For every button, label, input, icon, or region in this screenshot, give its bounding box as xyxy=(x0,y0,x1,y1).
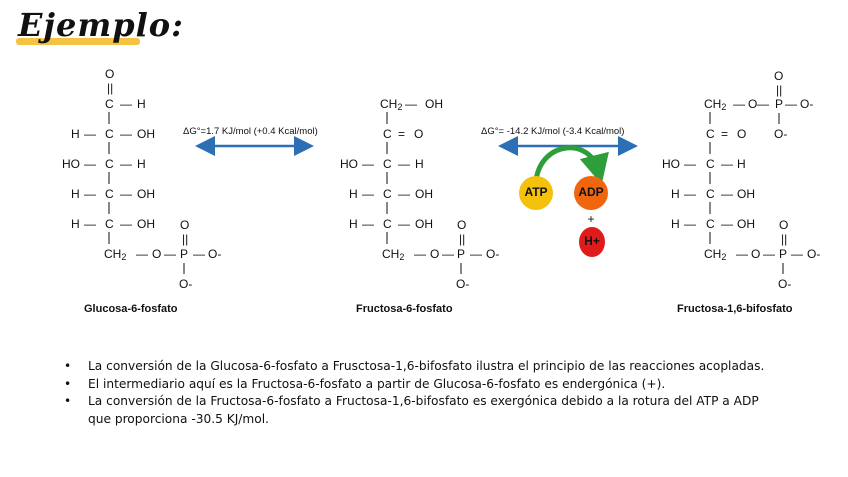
svg-text:—: — xyxy=(405,97,417,111)
atom-o-minus: O- xyxy=(208,247,222,261)
atom-o: O xyxy=(430,247,440,261)
svg-text:||: || xyxy=(459,232,466,246)
svg-text:=: = xyxy=(721,127,729,141)
bullet-item: • La conversión de la Glucosa-6-fosfato a Frusctosa-1,6-bifosfato ilustra el principio de las reacciones acopladas. xyxy=(64,358,784,376)
svg-text:—: — xyxy=(362,217,374,231)
atom-ch2: CH2 xyxy=(704,97,727,112)
atp-label: ATP xyxy=(524,185,548,199)
svg-text:||: || xyxy=(776,83,783,97)
atom-h: H xyxy=(71,127,80,141)
atom-h: H xyxy=(71,187,80,201)
adp-label: ADP xyxy=(578,185,604,199)
atom-o-minus: O- xyxy=(807,247,821,261)
atom-o: O xyxy=(180,218,190,232)
svg-text:—: — xyxy=(470,247,482,261)
atom-h: H xyxy=(737,157,746,171)
atom-ho: HO xyxy=(62,157,80,171)
svg-text:—: — xyxy=(684,157,696,171)
atom-oh: OH xyxy=(137,127,155,141)
svg-text:—: — xyxy=(84,187,96,201)
atom-h: H xyxy=(349,187,358,201)
atom-o-minus: O- xyxy=(778,277,792,291)
svg-text:—: — xyxy=(362,187,374,201)
atom-ho: HO xyxy=(662,157,680,171)
atom-o-minus: O- xyxy=(774,127,788,141)
atom-o: O xyxy=(751,247,761,261)
atom-c: C xyxy=(105,127,114,141)
atom-h: H xyxy=(671,187,680,201)
delta-g-1: ΔG°=1.7 KJ/mol (+0.4 Kcal/mol) xyxy=(183,126,318,137)
svg-text:—: — xyxy=(120,187,132,201)
atom-p: P xyxy=(457,247,466,261)
reaction-1 xyxy=(183,126,318,146)
svg-text:—: — xyxy=(721,217,733,231)
atom-ho: HO xyxy=(340,157,358,171)
atom-h: H xyxy=(71,217,80,231)
atom-c: C xyxy=(706,127,715,141)
atom-c: C xyxy=(105,187,114,201)
svg-text:||: || xyxy=(107,81,114,95)
svg-text:—: — xyxy=(736,247,748,261)
atom-c: C xyxy=(706,187,715,201)
svg-text:—: — xyxy=(398,157,410,171)
atom-ch2: CH2 xyxy=(104,247,127,262)
svg-text:||: || xyxy=(781,232,788,246)
svg-text:—: — xyxy=(442,247,454,261)
svg-text:—: — xyxy=(733,97,745,111)
atom-o-minus: O- xyxy=(800,97,814,111)
atom-p: P xyxy=(779,247,788,261)
atom-oh: OH xyxy=(137,187,155,201)
svg-text:||: || xyxy=(182,232,189,246)
svg-text:—: — xyxy=(684,187,696,201)
atom-oh: OH xyxy=(415,217,433,231)
bullet-item: • El intermediario aquí es la Fructosa-6-fosfato a partir de Glucosa-6-fosfato es endergónica (+). xyxy=(64,376,784,394)
atom-oh: OH xyxy=(415,187,433,201)
glucose-6-phosphate-structure xyxy=(62,67,221,315)
delta-g-2: ΔG°= -14.2 KJ/mol (-3.4 Kcal/mol) xyxy=(481,126,625,137)
h-plus-label: H+ xyxy=(584,234,600,248)
atom-oh: OH xyxy=(737,217,755,231)
atom-c: C xyxy=(383,127,392,141)
atom-o-minus: O- xyxy=(179,277,193,291)
atom-h: H xyxy=(671,217,680,231)
fructose-16bp-label: Fructosa-1,6-bifosfato xyxy=(677,303,793,315)
svg-text:—: — xyxy=(120,97,132,111)
atom-p: P xyxy=(775,97,784,111)
svg-text:—: — xyxy=(785,97,797,111)
curved-arrow-icon xyxy=(536,148,598,180)
atom-p: P xyxy=(180,247,189,261)
atom-ch2: CH2 xyxy=(382,247,405,262)
atom-o: O xyxy=(414,127,424,141)
fructose-16-bisphosphate-structure xyxy=(662,69,820,315)
svg-text:—: — xyxy=(721,187,733,201)
atom-c: C xyxy=(383,187,392,201)
fructose-6p-label: Fructosa-6-fosfato xyxy=(356,303,453,315)
reaction-2 xyxy=(481,126,628,257)
atom-c: C xyxy=(706,217,715,231)
svg-text:—: — xyxy=(398,217,410,231)
svg-text:—: — xyxy=(120,217,132,231)
svg-text:—: — xyxy=(362,157,374,171)
atom-oh: OH xyxy=(425,97,443,111)
atom-c: C xyxy=(383,217,392,231)
atom-o: O xyxy=(779,218,789,232)
svg-text:—: — xyxy=(136,247,148,261)
atom-o: O xyxy=(457,218,467,232)
page-title: Ejemplo: xyxy=(18,6,184,44)
bullet-item: • La conversión de la Fructosa-6-fosfato a Fructosa-1,6-bifosfato es exergónica debido a la rotura del ATP a ADP que proporciona -30.5 KJ/mol. xyxy=(64,393,784,428)
svg-text:—: — xyxy=(193,247,205,261)
atom-o: O xyxy=(152,247,162,261)
svg-text:—: — xyxy=(684,217,696,231)
atom-c: C xyxy=(706,157,715,171)
svg-text:—: — xyxy=(398,187,410,201)
atom-h: H xyxy=(349,217,358,231)
fructose-6-phosphate-structure xyxy=(340,97,499,315)
atom-o-minus: O- xyxy=(486,247,500,261)
svg-text:=: = xyxy=(398,127,406,141)
atom-h: H xyxy=(137,157,146,171)
atom-ch2: CH2 xyxy=(380,97,403,112)
atom-o: O xyxy=(105,67,115,81)
atom-h: H xyxy=(415,157,424,171)
svg-text:—: — xyxy=(791,247,803,261)
svg-text:—: — xyxy=(414,247,426,261)
atom-o: O xyxy=(737,127,747,141)
atom-oh: OH xyxy=(137,217,155,231)
atom-c: C xyxy=(105,157,114,171)
svg-text:—: — xyxy=(721,157,733,171)
atom-c: C xyxy=(105,217,114,231)
svg-text:—: — xyxy=(757,97,769,111)
svg-text:—: — xyxy=(84,217,96,231)
glucose-label: Glucosa-6-fosfato xyxy=(84,303,178,315)
atom-o-minus: O- xyxy=(456,277,470,291)
plus-sign: + xyxy=(587,212,595,226)
atom-ch2: CH2 xyxy=(704,247,727,262)
svg-text:—: — xyxy=(120,127,132,141)
svg-text:—: — xyxy=(84,157,96,171)
svg-text:—: — xyxy=(120,157,132,171)
svg-text:—: — xyxy=(164,247,176,261)
atom-c: C xyxy=(383,157,392,171)
atom-oh: OH xyxy=(737,187,755,201)
svg-text:—: — xyxy=(84,127,96,141)
atom-c: C xyxy=(105,97,114,111)
svg-text:—: — xyxy=(763,247,775,261)
atom-o: O xyxy=(748,97,758,111)
atom-h: H xyxy=(137,97,146,111)
bullet-list xyxy=(64,358,784,428)
atom-o: O xyxy=(774,69,784,83)
